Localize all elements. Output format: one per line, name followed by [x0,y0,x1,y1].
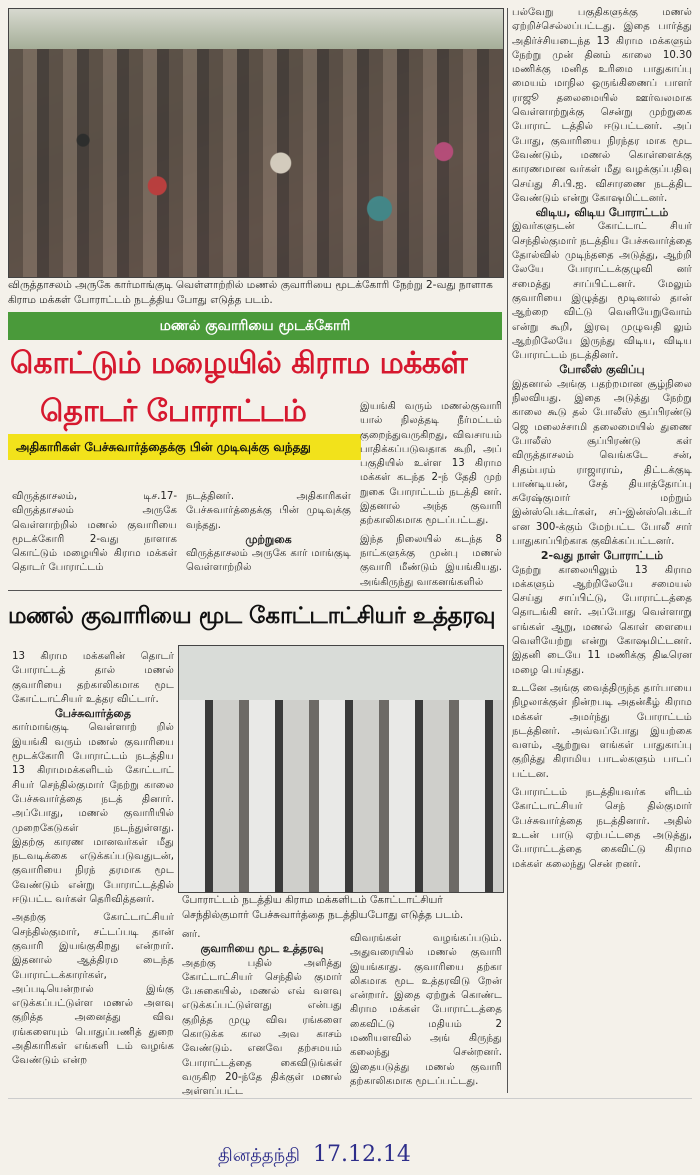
officials-meeting-photo [178,645,504,893]
right-col-subhead-2: போலீஸ் குவிப்பு [559,363,645,377]
story2-col2-text: அதற்கு பதில் அளித்து கோட்டாட்சியர் செந்தில் குமார் பேசுகையில், மணல் எவ் வளவு எடுக்கப்பட்டுள்ளது என்பது குறித்த முழு விவ ரங்களை கொடுக்க கால அவ காசம் வேண்டும். எனவே தற்சமயம் போராட்டத்தை கைவிடுங்கள் வருகிற 20-ந்தே திக்குள் மணல் அள்ளப்பட்ட [182,957,342,1098]
right-col-text-2: இவர்களுடன் கோட்டாட் சியர் செந்தில்குமார் நடத்திய பேச்சுவார்த்தை தோல்வில் முடிந்ததை அடுத்து, ஆற்றி லேயே போராட்டக்குழுவி னர் சமைத்து சாப்பிட்டனர். மேலும் குவாரியை இழுத்து மூடினால் தான் ஆற்றை விட்டு வெளியேறுவோம் என்று கூறி, இரவு முழுவதி லும் ஆற்றிலேயே இருந்து விடிய, விடிய போராட்டம் நடத்தினர். [512,221,692,362]
right-col-text-3: இதனால் அங்கு பதற்றமான சூழ்நிலை நிலவியது. இதை அடுத்து நேற்று காலை கூடு தல் போலீஸ் சூப்பிரண்டு ஜெ மலைச்சாமி தலைமையில் துணை போலீஸ் சூப்பிரண்டு கள் விருத்தாசலம் வெங்கடே சன், சிதம்பரம் ராஜாராம், திட்டக்குடி பாண்டியன், சேத் தியாத்தோப்பு சுரேஷ்குமார் மற்றும் இன்ஸ்பெக்டர்கள், சப்-இன்ஸ்பெக்டர் என 300-க்கும் மேற்பட்ட போலீ சார் பாதுகாப்பிற்காக குவிக்கப்பட்டனர். [512,378,692,547]
photo-caption-1: விருத்தாசலம் அருகே கார்மாங்குடி வெள்ளாற்றில் மணல் குவாரியை மூடக்கோரி நேற்று 2-வது நாளாக கிராம மக்கள் போராட்டம் நடத்திய போது எடுத்த படம். [8,279,493,306]
story2-col1-text: 13 கிராம மக்களின் தொடர் போராட்டத் தால் மணல் குவாரியை தற்காலிகமாக மூட கோட்டாட்சியர் உத்தர விட்டார். [12,651,174,705]
photo-caption-2: போராட்டம் நடத்திய கிராம மக்களிடம் கோட்டாட்சியர் செந்தில்குமார் பேச்சுவார்த்தை நடத்தியபோது எடுத்த படம். [182,894,464,921]
right-col-subhead-3: 2-வது நாள் போராட்டம் [540,549,664,563]
newspaper-name: தினத்தந்தி [218,1145,300,1166]
story1-col3-text: இயங்கி வரும் மணல்குவாரி யால் நிலத்தடி நீர்மட்டம் குறைந்துவருகிறது, விவசாயம் பாதிக்கப்படுவதாக கூறி, அப் பகுதியில் உள்ள 13 கிராம மக்கள் கடந்த 2-ந் தேதி முற் றுகை போராட்டம் நடத்தி னர். இதனால் அந்த குவாரி தற்காலிகமாக மூடப்பட்டது. [360,401,502,527]
story2-column-2 [182,928,342,1100]
story2-subhead-order: குவாரியை மூட உத்தரவு [200,942,324,956]
right-col-text-5: உடனே அங்கு வைத்திருந்த தார்பாயை நிழலாக்குள் நின்றபடி அதன்கீழ் கிராம மக்கள் அமர்ந்து போராட்டம் நடத்தினர். அவ்வப்போது இயற்கை வளம், ஆற்றுவ ளங்கள் பாதுகாப்பு குறித்து கிராமிய பாடல்களும் பாடப் பட்டன. [512,682,692,780]
footer-rule [8,1098,692,1099]
column-divider [507,8,508,1093]
right-col-text-4: நேற்று காலையிலும் 13 கிராம மக்களும் ஆற்றிலேயே சமையல் செய்து சாப்பிட்டு, போராட்டத்தை தொடங்கி னர். அப்போது வெள்ளாறு எங்கள் ஆறு, மணல் கொள் ளையை வெளியேற்று என்று கோஷமிட்டனர். இதனி டையே 11 மணிக்கு திடீரென மழை பெய்தது. [512,564,692,676]
story1-column-3 [360,400,502,590]
story1-col2-text: நடத்தினர். அதிகாரிகள் பேச்சுவார்த்தைக்கு பின் முடிவுக்கு வந்தது. [186,491,351,531]
story2-column-1 [12,650,174,1069]
story2-col1c-text: அதற்கு கோட்டாட்சியர் செந்தில்குமார், சட்டப்படி தான் குவாரி இயங்குகிறது என்றார். இதனால் ஆத்திரம டைந்த போராட்டக்காரர்கள், அப்படியென்றால் இங்கு எடுக்கப்பட்டுள்ள மணல் அளவு குறித்த அனைத்து விவ ரங்களையும் பொதுப்பணித் துறை அதிகாரிகள் எங்களி டம் வழங்க வேண்டும் என்ற [12,912,174,1067]
story2-col1b-text: கார்மாங்குடி வெள்ளாற் றில் இயங்கி வரும் மணல் குவாரியை மூடக்கோரி போராட்டம் நடத்திய 13 கிராமமக்களிடம் கோட்டாட் சியர் செந்தில்குமார் நேற்று காலை பேச்சுவார்த்தை நடத் தினார். அப்போது, மணல் குவாரியில் முறைகேடுகள் நடந்துள்ளது. இதற்கு காரண மானவர்கள் மீது நடவடிக்கை எடுக்கப்படுவதுடன், குவாரியை நிரந் தரமாக மூட வேண்டும் என்று போராட்டத்தில் ஈடுபட்ட வர்கள் தெரிவித்தனர். [12,722,174,906]
second-headline: மணல் குவாரியை மூட கோட்டாட்சியர் உத்தரவு [8,603,496,629]
story1-column-1: விருத்தாசலம், டிச.17- விருத்தாசலம் அருகே வெள்ளாற்றில் மணல் குவாரியை மூடக்கோரி 2-வது நாளாக கொட்டும் மழையில் கிராம மக்கள் தொடர் போராட்டம் [12,491,177,574]
kicker-banner: மணல் குவாரியை மூடக்கோரி [8,312,502,340]
main-headline-line2: தொடர் போராட்டம் [40,394,307,429]
right-column [512,6,692,872]
story1-subhead-siege: முற்றுகை [245,532,292,546]
right-col-subhead-1: விடிய, விடிய போராட்டம் [535,206,669,220]
story1-col2b-text: விருத்தாசலம் அருகே கார் மாங்குடி வெள்ளாற்றில் [186,548,351,574]
story2-col2a-text: னர். [182,929,201,940]
story2-column-3: விவரங்கள் வழங்கப்படும். அதுவரையில் மணல் குவாரி இயங்காது. குவாரியை தற்கா லிகமாக மூட உத்தரவிடு றேன் என்றார். இதை ஏற்றுக் கொண்ட கிராம மக்கள் போராட்டத்தை கைவிட்டு மதியம் 2 மணியளவில் அங் கிருந்து கலைந்து சென்றனர். இதையடுத்து மணல் குவாரி தற்காலிகமாக மூடப்பட்டது. [350,933,502,1087]
section-rule [8,590,502,591]
story2-subhead-talks: பேச்சுவார்த்தை [54,707,132,721]
story1-column-2 [186,490,351,576]
right-col-text-1: பல்வேறு பகுதிகளுக்கு மணல் ஏற்றிச்செல்லப்பட்டது. இதை பார்த்து அதிர்ச்சியடைந்த 13 கிராம மக்களும் நேற்று முன் தினம் காலை 10.30 மணிக்கு மனித உரிமை பாதுகாப்பு மையம் மாநில ஒருங்கிணைப் பாளர் ராஜூ தலைமையில் ஊர்வலமாக வெள்ளாற்றுக்கு சென்று முற்றுகை போராட் டத்தில் ஈடுபட்டனர். அப் போது, குவாரியை நிரந்தர மாக மூட வேண்டும், மணல் கொள்ளைக்கு காரணமான வர்கள் மீது வழக்குப்பதிவு செய்து சி.பி.ஐ. விசாரணை நடத்திட வேண்டும் என்று கோஷமிட்டனர். [512,7,692,204]
protest-crowd-photo [8,8,504,278]
main-headline-line1: கொட்டும் மழையில் கிராம மக்கள் [10,346,468,381]
story1-col3b-text: இந்த நிலையில் கடந்த 8 நாட்களுக்கு முன்பு மணல் குவாரி மீண்டும் இயங்கியது. அங்கிருந்து வாகனங்களில் [360,533,502,588]
right-col-text-6: போராட்டம் நடத்தியவர்க ளிடம் கோட்டாட்சியர் செந் தில்குமார் பேச்சுவார்த்தை நடத்தினார். அதில் உடன் பாடு ஏற்பட்டதை அடுத்து, போராட்டத்தை கைவிட்டு கிராம மக்கள் கலைந்து சென் றனர். [512,787,692,870]
footer-source [218,1142,448,1168]
subheadline: அதிகாரிகள் பேச்சுவார்த்தைக்கு பின் முடிவுக்கு வந்தது [8,434,361,460]
publication-date: 17.12.14 [312,1142,411,1167]
